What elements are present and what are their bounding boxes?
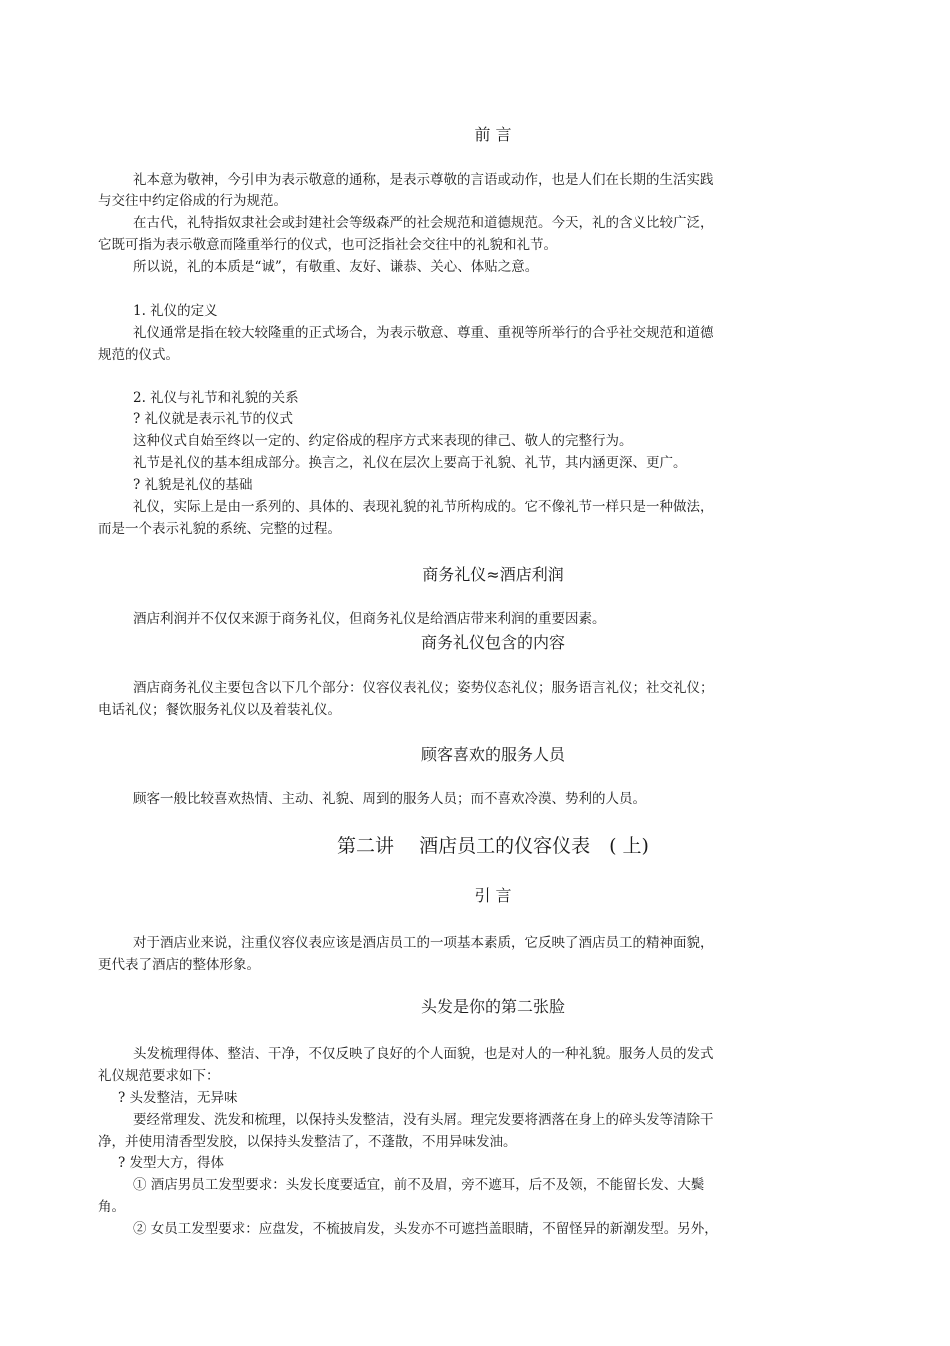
heading-content: 商务礼仪包含的内容 (420, 633, 565, 652)
paragraph-line: 与交往中约定俗成的行为规范。 (98, 193, 287, 209)
bullet-line: ? 头发整洁，无异味 (118, 1090, 238, 1106)
paragraph-line: 要经常理发、洗发和梳理，以保持头发整洁，没有头屑。理完发要将洒落在身上的碎头发等清除干 (133, 1112, 714, 1128)
paragraph-line: 电话礼仪；餐饮服务礼仪以及着装礼仪。 (98, 702, 341, 718)
paragraph-line: 酒店商务礼仪主要包含以下几个部分：仪容仪表礼仪；姿势仪态礼仪；服务语言礼仪；社交礼仪； (133, 680, 714, 696)
paragraph-line: 头发梳理得体、整洁、干净，不仅反映了良好的个人面貌，也是对人的一种礼貌。服务人员的发式 (133, 1046, 714, 1062)
paragraph-line: 角。 (98, 1199, 125, 1215)
bullet-line: ? 礼貌是礼仪的基础 (133, 477, 253, 493)
paragraph-line: 礼仪通常是指在较大较隆重的正式场合，为表示敬意、尊重、重视等所举行的合乎社交规范和道德 (133, 325, 714, 341)
paragraph-line: 对于酒店业来说，注重仪容仪表应该是酒店员工的一项基本素质，它反映了酒店员工的精神面貌， (133, 935, 714, 951)
paragraph-line: 而是一个表示礼貌的系统、完整的过程。 (98, 521, 341, 537)
bullet-line: ? 礼仪就是表示礼节的仪式 (133, 411, 294, 427)
paragraph-line: 酒店利润并不仅仅来源于商务礼仪，但商务礼仪是给酒店带来利润的重要因素。 (133, 611, 606, 627)
heading-customers: 顾客喜欢的服务人员 (420, 745, 565, 764)
section-title: 2. 礼仪与礼节和礼貌的关系 (133, 390, 299, 406)
paragraph-line: 在古代，礼特指奴隶社会或封建社会等级森严的社会规范和道德规范。今天，礼的含义比较广泛， (133, 215, 714, 231)
paragraph-line: 净，并使用清香型发胶，以保持头发整洁了，不蓬散，不用异味发油。 (98, 1134, 517, 1150)
paragraph-line: 规范的仪式。 (98, 347, 179, 363)
lecture-title: 第二讲 酒店员工的仪容仪表 ( 上) (337, 835, 649, 857)
paragraph-line: ② 女员工发型要求：应盘发，不梳披肩发，头发亦不可遮挡盖眼睛，不留怪异的新潮发型。另外， (133, 1221, 718, 1237)
paragraph-line: 礼仪，实际上是由一系列的、具体的、表现礼貌的礼节所构成的。它不像礼节一样只是一种做法， (133, 499, 714, 515)
paragraph-line: 礼仪规范要求如下： (98, 1068, 220, 1084)
paragraph-line: 顾客一般比较喜欢热情、主动、礼貌、周到的服务人员；而不喜欢冷漠、势利的人员。 (133, 791, 646, 807)
intro-title: 引 言 (474, 886, 512, 905)
paragraph-line: 它既可指为表示敬意而隆重举行的仪式，也可泛指社会交往中的礼貌和礼节。 (98, 237, 557, 253)
paragraph-line: 礼节是礼仪的基本组成部分。换言之，礼仪在层次上要高于礼貌、礼节，其内涵更深、更广。 (133, 455, 687, 471)
section-title: 1. 礼仪的定义 (133, 303, 218, 319)
heading-profit: 商务礼仪≈酒店利润 (422, 565, 564, 584)
paragraph-line: 礼本意为敬神，今引申为表示敬意的通称，是表示尊敬的言语或动作，也是人们在长期的生活实践 (133, 172, 714, 188)
paragraph-line: 这种仪式自始至终以一定的、约定俗成的程序方式来表现的律己、敬人的完整行为。 (133, 433, 633, 449)
paragraph-line: 所以说，礼的本质是“诚”，有敬重、友好、谦恭、关心、体贴之意。 (133, 259, 539, 275)
paragraph-line: ① 酒店男员工发型要求：头发长度要适宜，前不及眉，旁不遮耳，后不及领，不能留长发、大鬓 (133, 1177, 705, 1193)
heading-hair: 头发是你的第二张脸 (420, 997, 565, 1016)
paragraph-line: 更代表了酒店的整体形象。 (98, 957, 260, 973)
bullet-line: ? 发型大方，得体 (118, 1155, 225, 1171)
preface-title: 前 言 (474, 125, 512, 144)
